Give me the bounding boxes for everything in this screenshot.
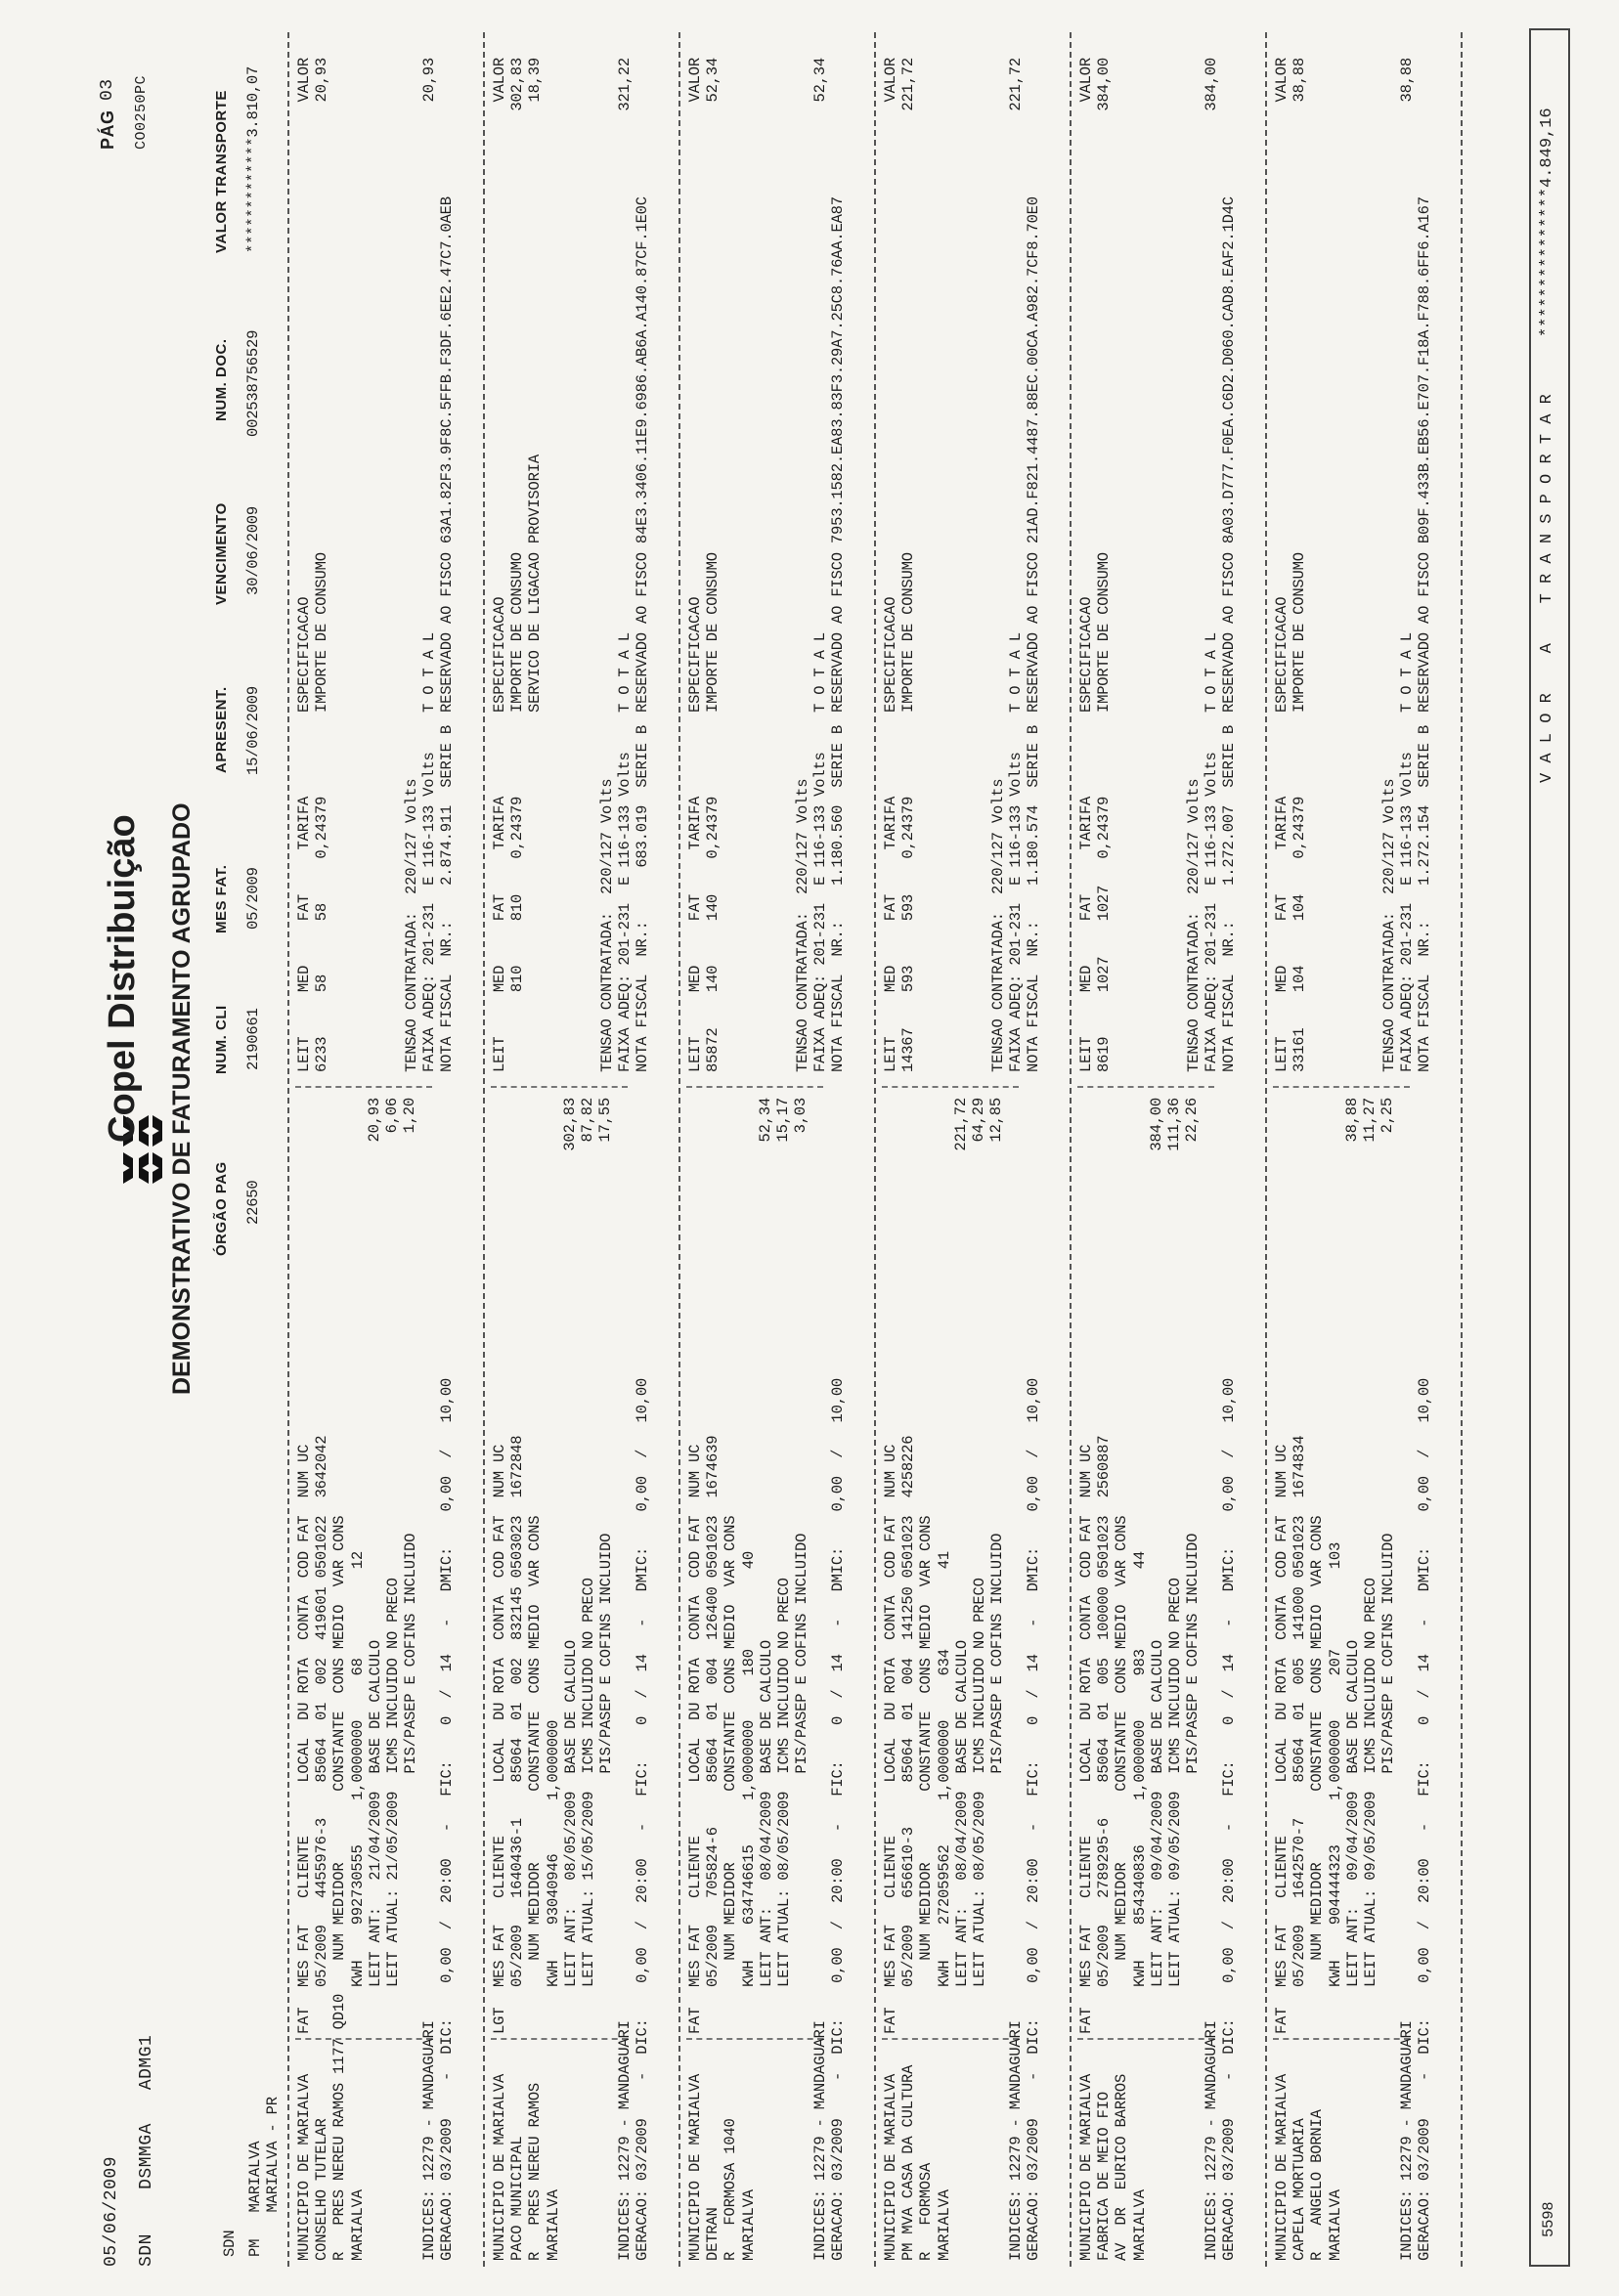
report-title: DEMONSTRATIVO DE FATURAMENTO AGRUPADO	[168, 802, 196, 1395]
meter-detail-line: LEIT ATUAL: 08/05/2009 ICMS INCLUIDO NO PRECO	[775, 1578, 793, 1987]
col-num-cli: NUM. CLI	[213, 1005, 230, 1074]
meter-detail-line: MES FAT CLIENTE LOCAL DU ROTA CONTA COD FAT NUM UC	[882, 1444, 899, 1987]
meter-detail-line: NUM MEDIDOR CONSTANTE CONS MEDIO VAR CONS	[917, 1515, 936, 1987]
column-divider	[686, 1086, 823, 1088]
total-value: 52,34	[811, 58, 829, 103]
geracao-line: GERACAO: 03/2009	[1025, 2118, 1042, 2261]
reading-line: LEIT MED FAT TARIFA	[1273, 796, 1291, 1072]
customer-address-line: MARIALVA	[1130, 2189, 1149, 2261]
calc-value: 20,93	[366, 1098, 383, 1143]
column-divider	[882, 2038, 1019, 2040]
summary-valor-transporte: *************3.810,07	[244, 65, 262, 253]
meter-detail-line: KWH 854340836 1,0000000 983 44	[1130, 1551, 1149, 1987]
meter-detail-line: KWH 904444323 1,0000000 207 103	[1326, 1541, 1344, 1987]
indices-line: INDICES: 12279 - MANDAGUARI	[1398, 2020, 1416, 2261]
meter-detail-line: PIS/PASEP E COFINS INCLUIDO	[1184, 1533, 1203, 1987]
calc-value: 15,17	[774, 1098, 793, 1143]
meter-detail-line: 05/2009 1640436-1 85064 01 002 832145 0503023 1672848	[508, 1435, 527, 1987]
valor-line: 18,39	[526, 58, 545, 103]
meter-detail-line: KWH 634746615 1,0000000 180 40	[739, 1551, 758, 1987]
total-value: 321,22	[616, 58, 634, 111]
fisco-line: RESERVADO AO FISCO B09F.433B.EB56.E707.F18A.F788.6FF6.A167	[1416, 196, 1433, 713]
report-date: 05/06/2009	[102, 2155, 121, 2267]
column-divider	[1077, 1086, 1214, 1088]
tensao-line: TENSAO CONTRATADA: 220/127 Volts	[989, 778, 1007, 1072]
reading-line: LEIT MED FAT TARIFA	[686, 796, 704, 1072]
report-code: CO0250PC	[133, 74, 150, 150]
meter-detail-line: MES FAT CLIENTE LOCAL DU ROTA CONTA COD FAT NUM UC	[295, 1444, 313, 1987]
total-value: 221,72	[1007, 58, 1025, 111]
meter-detail-line: LEIT ANT: 08/04/2009 BASE DE CALCULO	[952, 1640, 971, 1987]
specification-line: IMPORTE DE CONSUMO	[1291, 552, 1309, 713]
tensao-line: FAIXA ADEQ: 201-231 E 116-133 Volts	[1398, 752, 1417, 1072]
calc-value: 302,83	[561, 1098, 579, 1151]
calc-value: 11,27	[1361, 1098, 1379, 1143]
meter-detail-line: NUM MEDIDOR CONSTANTE CONS MEDIO VAR CONS	[526, 1515, 545, 1987]
valor-line: 302,83	[508, 58, 527, 111]
footer-transport-label: V A L O R A T R A N S P O R T A R	[1538, 394, 1556, 783]
indices-line: INDICES: 12279 - MANDAGUARI	[1203, 2020, 1220, 2261]
summary-num-doc: 002538756529	[244, 329, 262, 437]
brand-name: Copel Distribuição	[102, 814, 143, 1143]
billing-type: LGT	[491, 2007, 508, 2034]
total-label: T O T A L	[1007, 632, 1025, 713]
valor-line: 20,93	[313, 58, 331, 103]
tensao-line: TENSAO CONTRATADA: 220/127 Volts	[403, 778, 420, 1072]
tensao-line: FAIXA ADEQ: 201-231 E 116-133 Volts	[1203, 752, 1221, 1072]
fisco-line: RESERVADO AO FISCO 21AD.F821.4487.88EC.00CA.A982.7CF8.70E0	[1025, 196, 1042, 713]
calc-value: 12,85	[987, 1098, 1006, 1143]
tensao-line: TENSAO CONTRATADA: 220/127 Volts	[598, 778, 616, 1072]
column-divider	[686, 2038, 823, 2040]
customer-address-line: MARIALVA	[1326, 2189, 1344, 2261]
total-label: T O T A L	[811, 632, 829, 713]
valor-line: 221,72	[899, 58, 918, 111]
valor-line: 52,34	[704, 58, 722, 103]
customer-address-line: AV DR EURICO BARROS	[1113, 2073, 1131, 2261]
meter-detail-line: LEIT ANT: 21/04/2009 BASE DE CALCULO	[366, 1640, 384, 1987]
valor-line: VALOR	[686, 58, 704, 103]
system-line: SDN DSMMGA ADMG1	[137, 2034, 156, 2267]
dic-fic-line: - DIC: 0,00 / 20:00 - FIC: 0 / 14 - DMIC: 0,00 / 10,00	[1025, 1377, 1042, 2081]
meter-detail-line: LEIT ATUAL: 09/05/2009 ICMS INCLUIDO NO PRECO	[1362, 1578, 1379, 1987]
valor-line: VALOR	[1273, 58, 1291, 103]
meter-detail-line: LEIT ATUAL: 21/05/2009 ICMS INCLUIDO NO PRECO	[384, 1578, 402, 1987]
calc-value: 6,06	[383, 1098, 402, 1134]
summary-line-3: MARIALVA - PR	[264, 2097, 282, 2257]
reading-line: 810 810 0,24379	[508, 796, 527, 1072]
meter-detail-line: 05/2009 705824-6 85064 01 004 126400 0501023 1674639	[704, 1435, 722, 1987]
entry-separator	[1265, 32, 1267, 2267]
calc-value: 38,88	[1343, 1098, 1361, 1143]
specification-line: IMPORTE DE CONSUMO	[1095, 552, 1114, 713]
entry-separator	[287, 32, 289, 2267]
customer-address-line: MUNICIPIO DE MARIALVA	[882, 2073, 899, 2261]
indices-line: INDICES: 12279 - MANDAGUARI	[420, 2020, 438, 2261]
reading-line: 33161 104 104 0,24379	[1291, 796, 1309, 1072]
meter-detail-line: LEIT ATUAL: 09/05/2009 ICMS INCLUIDO NO PRECO	[1166, 1578, 1184, 1987]
calc-value: 111,36	[1165, 1098, 1184, 1151]
column-divider	[882, 1086, 1019, 1088]
calc-value: 52,34	[757, 1098, 774, 1143]
billing-type: FAT	[686, 2007, 704, 2034]
specification-line: SERVICO DE LIGACAO PROVISORIA	[526, 455, 545, 713]
billing-type: FAT	[1273, 2007, 1291, 2034]
copel-logo-icon	[102, 1150, 149, 1225]
meter-detail-line: LEIT ATUAL: 08/05/2009 ICMS INCLUIDO NO PRECO	[971, 1578, 988, 1987]
calc-value: 17,55	[596, 1098, 615, 1143]
customer-address-line: MUNICIPIO DE MARIALVA	[686, 2073, 704, 2261]
customer-address-line: PACO MUNICIPAL	[508, 2136, 527, 2261]
indices-line: INDICES: 12279 - MANDAGUARI	[811, 2020, 829, 2261]
specification-line: ESPECIFICACAO	[295, 596, 313, 713]
total-label: T O T A L	[420, 632, 438, 713]
meter-detail-line: LEIT ATUAL: 15/05/2009 ICMS INCLUIDO NO PRECO	[580, 1578, 597, 1987]
valor-line: VALOR	[1077, 58, 1095, 103]
indices-line: INDICES: 12279 - MANDAGUARI	[1007, 2020, 1025, 2261]
total-value: 20,93	[420, 58, 438, 103]
geracao-line: GERACAO: 03/2009	[1416, 2118, 1433, 2261]
entry-separator	[874, 32, 876, 2267]
col-mes-fat: MES FAT.	[213, 864, 230, 933]
specification-line: IMPORTE DE CONSUMO	[704, 552, 722, 713]
geracao-line: GERACAO: 03/2009	[1220, 2118, 1238, 2261]
specification-line: ESPECIFICACAO	[882, 596, 899, 713]
valor-line: 384,00	[1095, 58, 1114, 111]
customer-address-line: R FORMOSA	[917, 2162, 936, 2261]
meter-detail-line: LEIT ANT: 08/04/2009 BASE DE CALCULO	[757, 1640, 775, 1987]
meter-detail-line: PIS/PASEP E COFINS INCLUIDO	[402, 1533, 420, 1987]
dic-fic-line: - DIC: 0,00 / 20:00 - FIC: 0 / 14 - DMIC: 0,00 / 10,00	[1416, 1377, 1433, 2081]
customer-address-line: MUNICIPIO DE MARIALVA	[491, 2073, 508, 2261]
summary-line-1: SDN	[221, 2230, 239, 2257]
tensao-line: NOTA FISCAL NR.: 683.019 SERIE B	[634, 725, 652, 1072]
specification-line: ESPECIFICACAO	[1273, 596, 1291, 713]
entry-separator	[1070, 32, 1072, 2267]
calc-value: 64,29	[970, 1098, 988, 1143]
customer-address-line: R PRES NEREU RAMOS	[526, 2082, 545, 2261]
reading-line: 6233 58 58 0,24379	[313, 796, 331, 1072]
calc-value: 221,72	[952, 1098, 970, 1151]
summary-vencimento: 30/06/2009	[244, 505, 262, 595]
specification-line: ESPECIFICACAO	[491, 596, 508, 713]
meter-detail-line: PIS/PASEP E COFINS INCLUIDO	[597, 1533, 616, 1987]
meter-detail-line: MES FAT CLIENTE LOCAL DU ROTA CONTA COD FAT NUM UC	[491, 1444, 508, 1987]
meter-detail-line: LEIT ANT: 08/05/2009 BASE DE CALCULO	[561, 1640, 580, 1987]
footer-transport-value: ***************4.849,16	[1538, 108, 1556, 337]
reading-line: LEIT MED FAT TARIFA	[491, 796, 508, 1072]
meter-detail-line: LEIT ANT: 09/04/2009 BASE DE CALCULO	[1343, 1640, 1362, 1987]
customer-address-line: CONSELHO TUTELAR	[313, 2118, 331, 2261]
reading-line: LEIT MED FAT TARIFA	[882, 796, 899, 1072]
billing-type: FAT	[295, 2007, 313, 2034]
specification-line: ESPECIFICACAO	[686, 596, 704, 713]
entry-separator	[678, 32, 680, 2267]
tensao-line: TENSAO CONTRATADA: 220/127 Volts	[1185, 778, 1203, 1072]
meter-detail-line: 05/2009 656610-3 85064 01 004 141250 0501023 4258226	[899, 1435, 918, 1987]
column-divider	[295, 2038, 432, 2040]
customer-address-line: MARIALVA	[348, 2189, 367, 2261]
total-value: 38,88	[1398, 58, 1416, 103]
meter-detail-line: 05/2009 2789295-6 85064 01 005 100000 0501023 2560887	[1095, 1435, 1114, 1987]
entry-separator	[483, 32, 485, 2267]
tensao-line: NOTA FISCAL NR.: 1.180.574 SERIE B	[1025, 725, 1043, 1072]
dic-fic-line: - DIC: 0,00 / 20:00 - FIC: 0 / 14 - DMIC: 0,00 / 10,00	[829, 1377, 847, 2081]
summary-mes-fat: 05/2009	[244, 867, 262, 930]
dic-fic-line: - DIC: 0,00 / 20:00 - FIC: 0 / 14 - DMIC: 0,00 / 10,00	[634, 1377, 651, 2081]
total-label: T O T A L	[1398, 632, 1416, 713]
summary-apresent: 15/06/2009	[244, 685, 262, 775]
entry-separator	[1461, 32, 1463, 2267]
reading-line: LEIT MED FAT TARIFA	[1077, 796, 1095, 1072]
column-divider	[1273, 2038, 1410, 2040]
total-label: T O T A L	[1203, 632, 1220, 713]
customer-address-line: R FORMOSA 1040	[722, 2118, 740, 2261]
col-orgao-pag: ÓRGÃO PAG	[213, 1161, 230, 1256]
customer-address-line: DETRAN	[704, 2207, 722, 2261]
customer-address-line: PM MVA CASA DA CULTURA	[899, 2064, 918, 2261]
billing-type: FAT	[882, 2007, 899, 2034]
indices-line: INDICES: 12279 - MANDAGUARI	[616, 2020, 634, 2261]
calc-value: 22,26	[1183, 1098, 1202, 1143]
col-vencimento: VENCIMENTO	[213, 502, 230, 605]
tensao-line: FAIXA ADEQ: 201-231 E 116-133 Volts	[1007, 752, 1026, 1072]
summary-line-2: PM MARIALVA	[246, 2141, 264, 2257]
meter-detail-line: MES FAT CLIENTE LOCAL DU ROTA CONTA COD FAT NUM UC	[1273, 1444, 1291, 1987]
customer-address-line: CAPELA MORTUARIA	[1291, 2118, 1309, 2261]
meter-detail-line: PIS/PASEP E COFINS INCLUIDO	[793, 1533, 811, 1987]
tensao-line: NOTA FISCAL NR.: 1.272.154 SERIE B	[1416, 725, 1434, 1072]
fisco-line: RESERVADO AO FISCO 84E3.3406.11E9.6986.AB6A.A140.87CF.1E0C	[634, 196, 651, 713]
column-divider	[1273, 1086, 1410, 1088]
reading-line: 85872 140 140 0,24379	[704, 796, 722, 1072]
col-apresent: APRESENT.	[213, 686, 230, 773]
valor-line: VALOR	[882, 58, 899, 103]
billing-type: FAT	[1077, 2007, 1095, 2034]
meter-detail-line: KWH 272059562 1,0000000 634 41	[935, 1551, 953, 1987]
valor-line: VALOR	[491, 58, 508, 103]
tensao-line: TENSAO CONTRATADA: 220/127 Volts	[1380, 778, 1398, 1072]
total-value: 384,00	[1203, 58, 1220, 111]
tensao-line: FAIXA ADEQ: 201-231 E 116-133 Volts	[420, 752, 439, 1072]
calc-value: 1,20	[401, 1098, 419, 1134]
dic-fic-line: - DIC: 0,00 / 20:00 - FIC: 0 / 14 - DMIC: 0,00 / 10,00	[1220, 1377, 1238, 2081]
reading-line: 8619 1027 1027 0,24379	[1095, 796, 1114, 1072]
meter-detail-line: NUM MEDIDOR CONSTANTE CONS MEDIO VAR CONS	[1113, 1515, 1131, 1987]
fisco-line: RESERVADO AO FISCO 8A03.D777.F0EA.C6D2.D060.CAD8.EAF2.1D4C	[1220, 196, 1238, 713]
specification-line: ESPECIFICACAO	[1077, 596, 1095, 713]
geracao-line: GERACAO: 03/2009	[829, 2118, 847, 2261]
footer-page-count: 5598	[1540, 2201, 1557, 2237]
valor-line: VALOR	[295, 58, 313, 103]
meter-detail-line: PIS/PASEP E COFINS INCLUIDO	[988, 1533, 1007, 1987]
summary-orgao-pag: 22650	[244, 1180, 262, 1225]
reading-line: 14367 593 593 0,24379	[899, 796, 918, 1072]
calc-value: 2,25	[1378, 1098, 1397, 1134]
meter-detail-line: NUM MEDIDOR CONSTANTE CONS MEDIO VAR CONS	[1308, 1515, 1327, 1987]
customer-address-line: MARIALVA	[739, 2189, 758, 2261]
fisco-line: RESERVADO AO FISCO 63A1.82F3.9F8C.5FFB.F3DF.6EE2.47C7.0AEB	[438, 196, 456, 713]
customer-address-line: FABRICA DE MEIO FIO	[1095, 2092, 1114, 2261]
column-divider	[491, 1086, 628, 1088]
customer-address-line: MUNICIPIO DE MARIALVA	[1273, 2073, 1291, 2261]
calc-value: 87,82	[579, 1098, 597, 1143]
customer-address-line: MUNICIPIO DE MARIALVA	[295, 2073, 313, 2261]
meter-detail-line: 05/2009 1642570-7 85064 01 005 141000 0501023 1674834	[1291, 1435, 1309, 1987]
calc-value: 384,00	[1148, 1098, 1165, 1151]
geracao-line: GERACAO: 03/2009	[634, 2118, 651, 2261]
specification-line: IMPORTE DE CONSUMO	[899, 552, 918, 713]
meter-detail-line: PIS/PASEP E COFINS INCLUIDO	[1379, 1533, 1398, 1987]
meter-detail-line: 05/2009 4455976-3 85064 01 002 419601 0501022 3642042	[313, 1435, 331, 1987]
dic-fic-line: - DIC: 0,00 / 20:00 - FIC: 0 / 14 - DMIC: 0,00 / 10,00	[438, 1377, 456, 2081]
page-label: PÁG	[98, 109, 117, 150]
specification-line: IMPORTE DE CONSUMO	[313, 552, 331, 713]
footer-box	[1529, 28, 1570, 2267]
meter-detail-line: NUM MEDIDOR CONSTANTE CONS MEDIO VAR CONS	[330, 1515, 349, 1987]
meter-detail-line: LEIT ANT: 09/04/2009 BASE DE CALCULO	[1148, 1640, 1166, 1987]
customer-address-line: R PRES NEREU RAMOS 1177 QD10	[330, 1993, 349, 2261]
meter-detail-line: MES FAT CLIENTE LOCAL DU ROTA CONTA COD FAT NUM UC	[686, 1444, 704, 1987]
column-divider	[1077, 2038, 1214, 2040]
customer-address-line: MARIALVA	[935, 2189, 953, 2261]
page-number: 03	[98, 78, 117, 101]
tensao-line: NOTA FISCAL NR.: 2.874.911 SERIE B	[438, 725, 457, 1072]
col-num-doc: NUM. DOC.	[213, 338, 230, 421]
geracao-line: GERACAO: 03/2009	[438, 2118, 456, 2261]
reading-line: LEIT MED FAT TARIFA	[295, 796, 313, 1072]
customer-address-line: MARIALVA	[544, 2189, 562, 2261]
tensao-line: FAIXA ADEQ: 201-231 E 116-133 Volts	[811, 752, 830, 1072]
meter-detail-line: MES FAT CLIENTE LOCAL DU ROTA CONTA COD FAT NUM UC	[1077, 1444, 1095, 1987]
valor-line: 38,88	[1291, 58, 1309, 103]
tensao-line: FAIXA ADEQ: 201-231 E 116-133 Volts	[616, 752, 634, 1072]
customer-address-line: MUNICIPIO DE MARIALVA	[1077, 2073, 1095, 2261]
column-divider	[491, 2038, 628, 2040]
tensao-line: NOTA FISCAL NR.: 1.180.560 SERIE B	[829, 725, 848, 1072]
specification-line: IMPORTE DE CONSUMO	[508, 552, 527, 713]
col-valor-transporte: VALOR TRANSPORTE	[213, 90, 230, 253]
column-divider	[295, 1086, 432, 1088]
meter-detail-line: NUM MEDIDOR CONSTANTE CONS MEDIO VAR CONS	[722, 1515, 740, 1987]
fisco-line: RESERVADO AO FISCO 7953.1582.EA83.83F3.29A7.25C8.76AA.EA87	[829, 196, 847, 713]
calc-value: 3,03	[792, 1098, 810, 1134]
tensao-line: NOTA FISCAL NR.: 1.272.007 SERIE B	[1220, 725, 1239, 1072]
tensao-line: TENSAO CONTRATADA: 220/127 Volts	[794, 778, 811, 1072]
meter-detail-line: KWH 93040946 1,0000000	[544, 1719, 562, 1987]
customer-address-line: R ANGELO BORNIA	[1308, 2109, 1327, 2261]
total-label: T O T A L	[616, 632, 634, 713]
meter-detail-line: KWH 992730555 1,0000000 68 12	[348, 1551, 367, 1987]
summary-num-cli: 2190661	[244, 1008, 262, 1070]
